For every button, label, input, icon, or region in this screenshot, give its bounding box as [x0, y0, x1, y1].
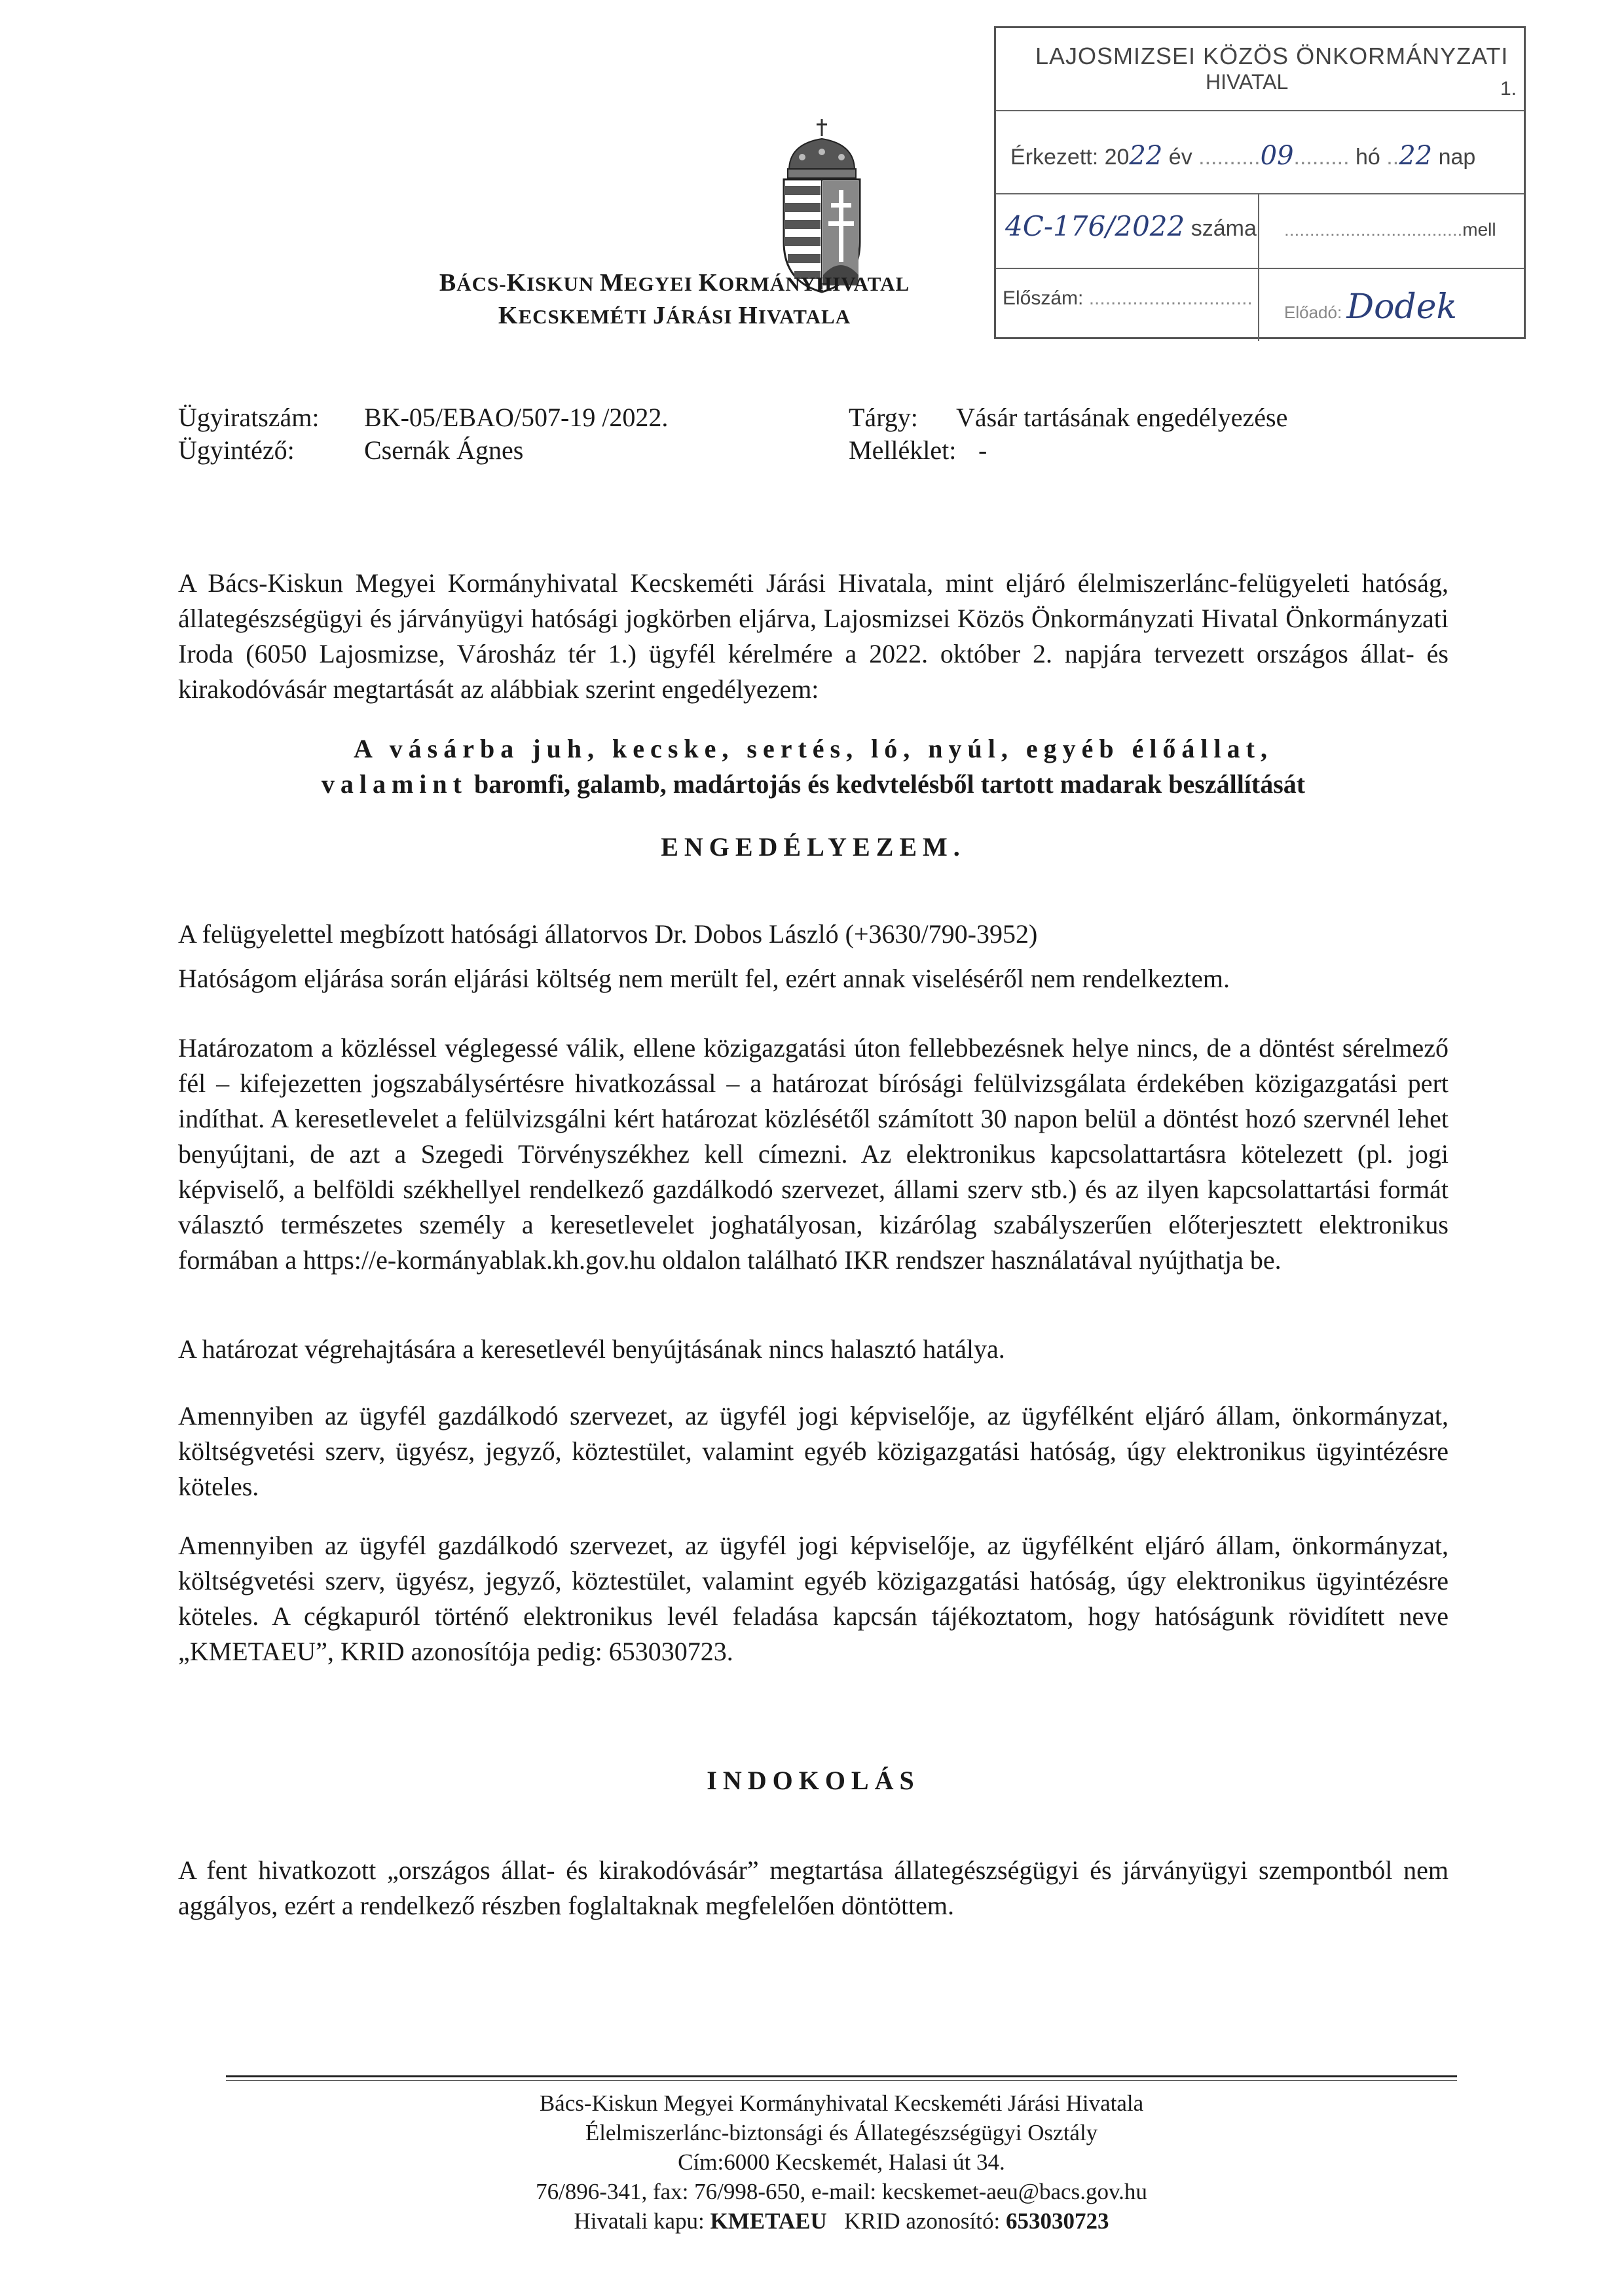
vet-paragraph: A felügyelettel megbízott hatósági állatorvos Dr. Dobos László (+3630/790-3952): [178, 919, 1038, 949]
subject-label: Tárgy:: [849, 403, 918, 432]
stamp-title: LAJOSMIZSEI KÖZÖS ÖNKORMÁNYZATI: [1035, 43, 1509, 69]
org-name-line2: KECSKEMÉTI JÁRÁSI HIVATALA: [498, 302, 851, 329]
decision-line-1: A vásárba juh, kecske, sertés, ló, nyúl, egyéb élőállat,: [354, 734, 1273, 763]
reasoning-paragraph: A fent hivatkozott „országos állat- és kirakodóvásár” megtartása állategészségügyi és járványügyi szempontból nem aggályos, ezért a rendelkező részben foglaltaknak megfelelően döntöttem.: [178, 1855, 1449, 1920]
attachment-value: -: [978, 435, 987, 465]
stamp-title-2: HIVATAL: [1206, 70, 1289, 94]
decision-line-2: valamint baromfi, galamb, madártojás és kedvtelésből tartott madarak beszállítását: [321, 769, 1306, 799]
attachment-label: Melléklet:: [849, 435, 957, 465]
clerk-label: Ügyintéző:: [178, 435, 295, 465]
appeal-paragraph: Határozatom a közléssel véglegessé válik, ellene közigazgatási úton fellebbezésnek helye nincs, de a döntést sérelmező fél – kifejezetten jogszabálysértésre hivatkozással – a határozat bírósági felülvizsgálata érdekében közigazgatási pert indíthat. A keresetlevelet a felülvizsgálni kért határozat közlésétől számított 30 napon belül a döntést hozó szervnél lehet benyújtani, de azt a Szegedi Törvényszékhez kell címezni. Az elektronikus kapcsolattartásra kötelezett (pl. jogi képviselő, a belföldi székhellyel rendelkező gazdálkodó szervezet, állami szerv stb.) és az ilyen kapcsolattartási formát választó természetes személy a keresetlevelet joghatályosan, kizárólag szabályszerűen előterjesztett elektronikus formában a https://e-kormányablak.kh.gov.hu oldalon található IKR rendszer használatával nyújthatja be.: [178, 1033, 1449, 1275]
reasoning-title: INDOKOLÁS: [707, 1766, 920, 1795]
org-name-line1: BÁCS-KISKUN MEGYEI KORMÁNYHIVATAL: [439, 269, 910, 297]
footer-rule-thin: [226, 2080, 1457, 2081]
subject-value: Vásár tartásának engedélyezése: [956, 403, 1288, 432]
costs-paragraph: Hatóságom eljárása során eljárási költség nem merült fel, ezért annak viseléséről nem rendelkeztem.: [178, 964, 1230, 993]
electronic-paragraph-1: Amennyiben az ügyfél gazdálkodó szervezet, az ügyfél jogi képviselője, az ügyfélként eljáró állam, önkormányzat, költségvetési szerv, ügyész, jegyző, köztestület, valamint egyéb közigazgatási hatóság, úgy elektronikus ügyintézésre köteles.: [178, 1401, 1449, 1501]
footer-rule: [226, 2075, 1457, 2077]
footer-line-2: Élelmiszerlánc-biztonsági és Állategészségügyi Osztály: [585, 2120, 1098, 2145]
stamp-officer: Előadó: Dodek: [1284, 287, 1457, 327]
registration-stamp: [994, 26, 1526, 339]
footer-line-3: Cím:6000 Kecskemét, Halasi út 34.: [678, 2149, 1005, 2175]
stamp-reg-number: 4C-176/2022 száma: [1005, 210, 1257, 242]
footer-line-5: Hivatali kapu: KMETAEU KRID azonosító: 653030723: [574, 2208, 1109, 2234]
stamp-pre-number: Előszám: ..............................: [1003, 287, 1253, 309]
file-number-value: BK-05/EBAO/507-19 /2022.: [364, 403, 669, 432]
stamp-received: Érkezett: 2022 év ..........09......... hó ..22 nap: [1010, 141, 1476, 171]
electronic-paragraph-2: Amennyiben az ügyfél gazdálkodó szervezet, az ügyfél jogi képviselője, az ügyfélként eljáró állam, önkormányzat, költségvetési szerv, ügyész, jegyző, köztestület, valamint egyéb közigazgatási hatóság, úgy elektronikus ügyintézésre köteles. A cégkapuról történő elektronikus levél feladása kapcsán tájékoztatom, hogy hatóságunk rövidített neve „KMETAEU”, KRID azonosítója pedig: 653030723.: [178, 1531, 1449, 1666]
footer: [226, 2088, 1457, 2236]
stamp-attachment: ...................................mell: [1284, 219, 1496, 240]
clerk-value: Csernák Ágnes: [364, 435, 524, 465]
intro-paragraph: A Bács-Kiskun Megyei Kormányhivatal Kecskeméti Járási Hivatala, mint eljáró élelmiszerlánc-felügyeleti hatóság, állategészségügyi és járványügyi hatósági jogkörben eljárva, Lajosmizsei Közös Önkormányzati Hivatal Önkormányzati Iroda (6050 Lajosmizse, Városház tér 1.) ügyfél kérelmére a 2022. október 2. napjára tervezett országos állat- és kirakodóvásár megtartását az alábbiak szerint engedélyezem:: [178, 568, 1449, 704]
decision-verb: ENGEDÉLYEZEM.: [661, 832, 966, 862]
footer-line-1: Bács-Kiskun Megyei Kormányhivatal Kecskeméti Járási Hivatala: [539, 2090, 1144, 2116]
footer-line-4: 76/896-341, fax: 76/998-650, e-mail: kecskemet-aeu@bacs.gov.hu: [536, 2179, 1147, 2204]
stamp-number: 1.: [1500, 78, 1517, 100]
no-suspension-paragraph: A határozat végrehajtására a keresetlevél benyújtásának nincs halasztó hatálya.: [178, 1334, 1005, 1364]
file-number-label: Ügyiratszám:: [178, 403, 320, 432]
